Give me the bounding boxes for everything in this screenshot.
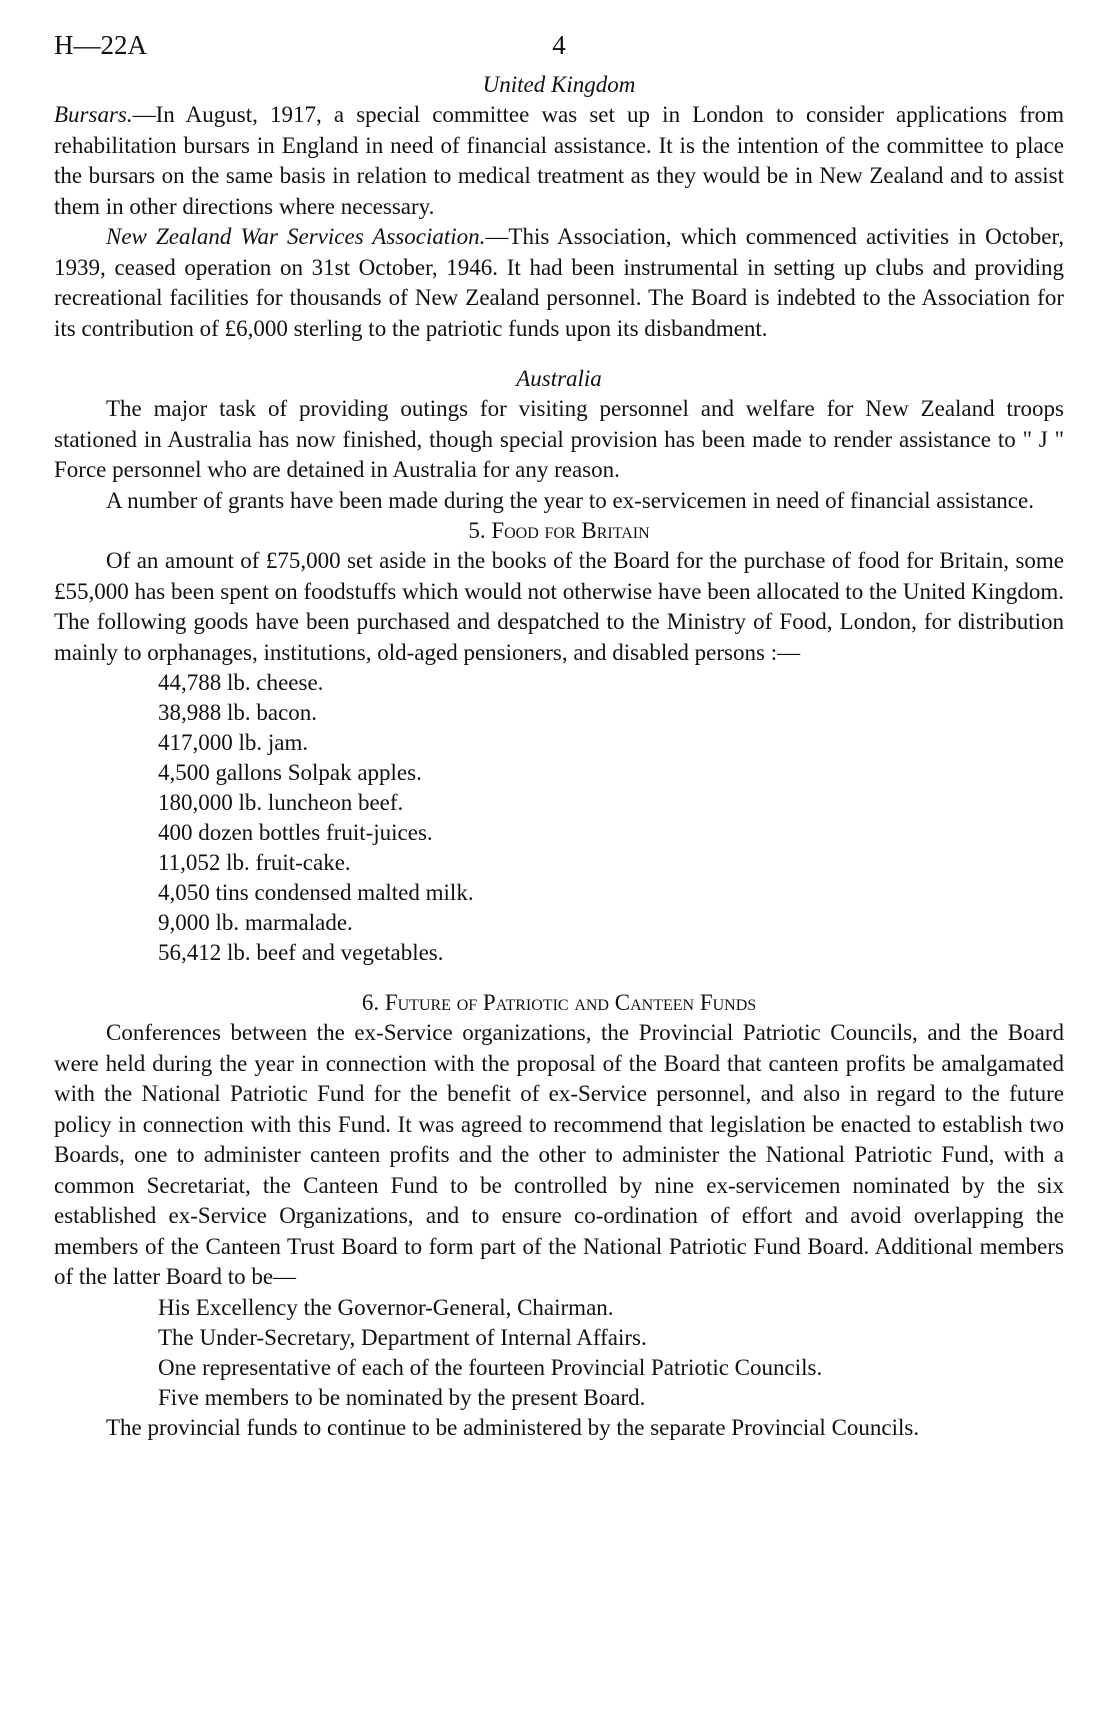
- food-goods-list: [158, 668, 1064, 968]
- list-item: One representative of each of the fourteen Provincial Patriotic Councils.: [158, 1354, 823, 1380]
- list-item: 9,000 lb. marmalade.: [158, 910, 353, 935]
- heading-future-funds: 6. Future of Patriotic and Canteen Funds: [361, 990, 757, 1015]
- list-item: 4,050 tins condensed malted milk.: [158, 880, 474, 905]
- run-in-nzwsa: New Zealand War Services Association.: [106, 224, 486, 249]
- list-item: 417,000 lb. jam.: [158, 730, 309, 755]
- bursars-text: —In August, 1917, a special committee was set up in London to consider applications from rehabilitation bursars in England in need of financial assistance. It is the intention of the committee to place the bursars on the same basis in relation to medical treatment as they would be in New Zealand and to assist them in other directions where necessary.: [54, 102, 1064, 219]
- board-members-list: [158, 1293, 1064, 1413]
- running-head: [54, 30, 1064, 70]
- paragraph-closing: The provincial funds to continue to be administered by the separate Provincial Councils.: [106, 1414, 920, 1440]
- run-in-bursars: Bursars.: [54, 102, 133, 127]
- paragraph-australia-2: A number of grants have been made during the year to ex-servicemen in need of financial assistance.: [106, 487, 1034, 513]
- list-item: His Excellency the Governor-General, Chairman.: [158, 1294, 614, 1320]
- list-item: 400 dozen bottles fruit-juices.: [158, 820, 433, 845]
- heading-united-kingdom: United Kingdom: [482, 72, 636, 97]
- list-item: 11,052 lb. fruit-cake.: [158, 850, 351, 875]
- paragraph-nzwsa: [54, 222, 1064, 344]
- page-number: 4: [552, 30, 566, 60]
- paragraph-bursars: [54, 100, 1064, 222]
- list-item: 4,500 gallons Solpak apples.: [158, 760, 422, 785]
- paragraph-food-for-britain: Of an amount of £75,000 set aside in the books of the Board for the purchase of food for Britain, some £55,000 has been spent on foodstuffs which would not otherwise have been allocated to the United Kingdom. The following goods have been purchased and despatched to the Ministry of Food, London, for distribution mainly to orphanages, institutions, old-aged pensioners, and disabled persons :—: [54, 548, 1064, 665]
- list-item: 38,988 lb. bacon.: [158, 700, 318, 725]
- list-item: 44,788 lb. cheese.: [158, 670, 324, 695]
- list-item: 56,412 lb. beef and vegetables.: [158, 940, 444, 965]
- paragraph-future-funds: Conferences between the ex-Service organizations, the Provincial Patriotic Councils, and the Board were held during the year in connection with the proposal of the Board that canteen profits be amalgamated with the National Patriotic Fund for the benefit of ex-Service personnel, and also in regard to the future policy in connection with this Fund. It was agreed to recommend that legislation be enacted to establish two Boards, one to administer canteen profits and the other to administer the National Patriotic Fund, with a common Secretariat, the Canteen Fund to be controlled by nine ex-servicemen nominated by the six established ex-Service Organizations, and to ensure co-ordination of effort and avoid overlapping the members of the Canteen Trust Board to form part of the National Patriotic Fund Board. Additional members of the latter Board to be—: [54, 1020, 1064, 1289]
- list-item: The Under-Secretary, Department of Internal Affairs.: [158, 1324, 647, 1350]
- list-item: Five members to be nominated by the present Board.: [158, 1384, 646, 1410]
- document-page: [54, 30, 1064, 1443]
- list-item: 180,000 lb. luncheon beef.: [158, 790, 404, 815]
- heading-food-for-britain: 5. Food for Britain: [468, 518, 650, 543]
- page-reference: H—22A: [54, 30, 147, 60]
- paragraph-australia-1: The major task of providing outings for visiting personnel and welfare for New Zealand troops stationed in Australia has now finished, though special provision has been made to render assistance to " J " Force personnel who are detained in Australia for any reason.: [54, 396, 1064, 482]
- nzwsa-text: —This Association, which commenced activities in October, 1939, ceased operation on 31st October, 1946. It had been instrumental in setting up clubs and providing recreational facilities for thousands of New Zealand personnel. The Board is indebted to the Association for its contribution of £6,000 sterling to the patriotic funds upon its disbandment.: [54, 224, 1064, 341]
- heading-australia: Australia: [516, 366, 602, 391]
